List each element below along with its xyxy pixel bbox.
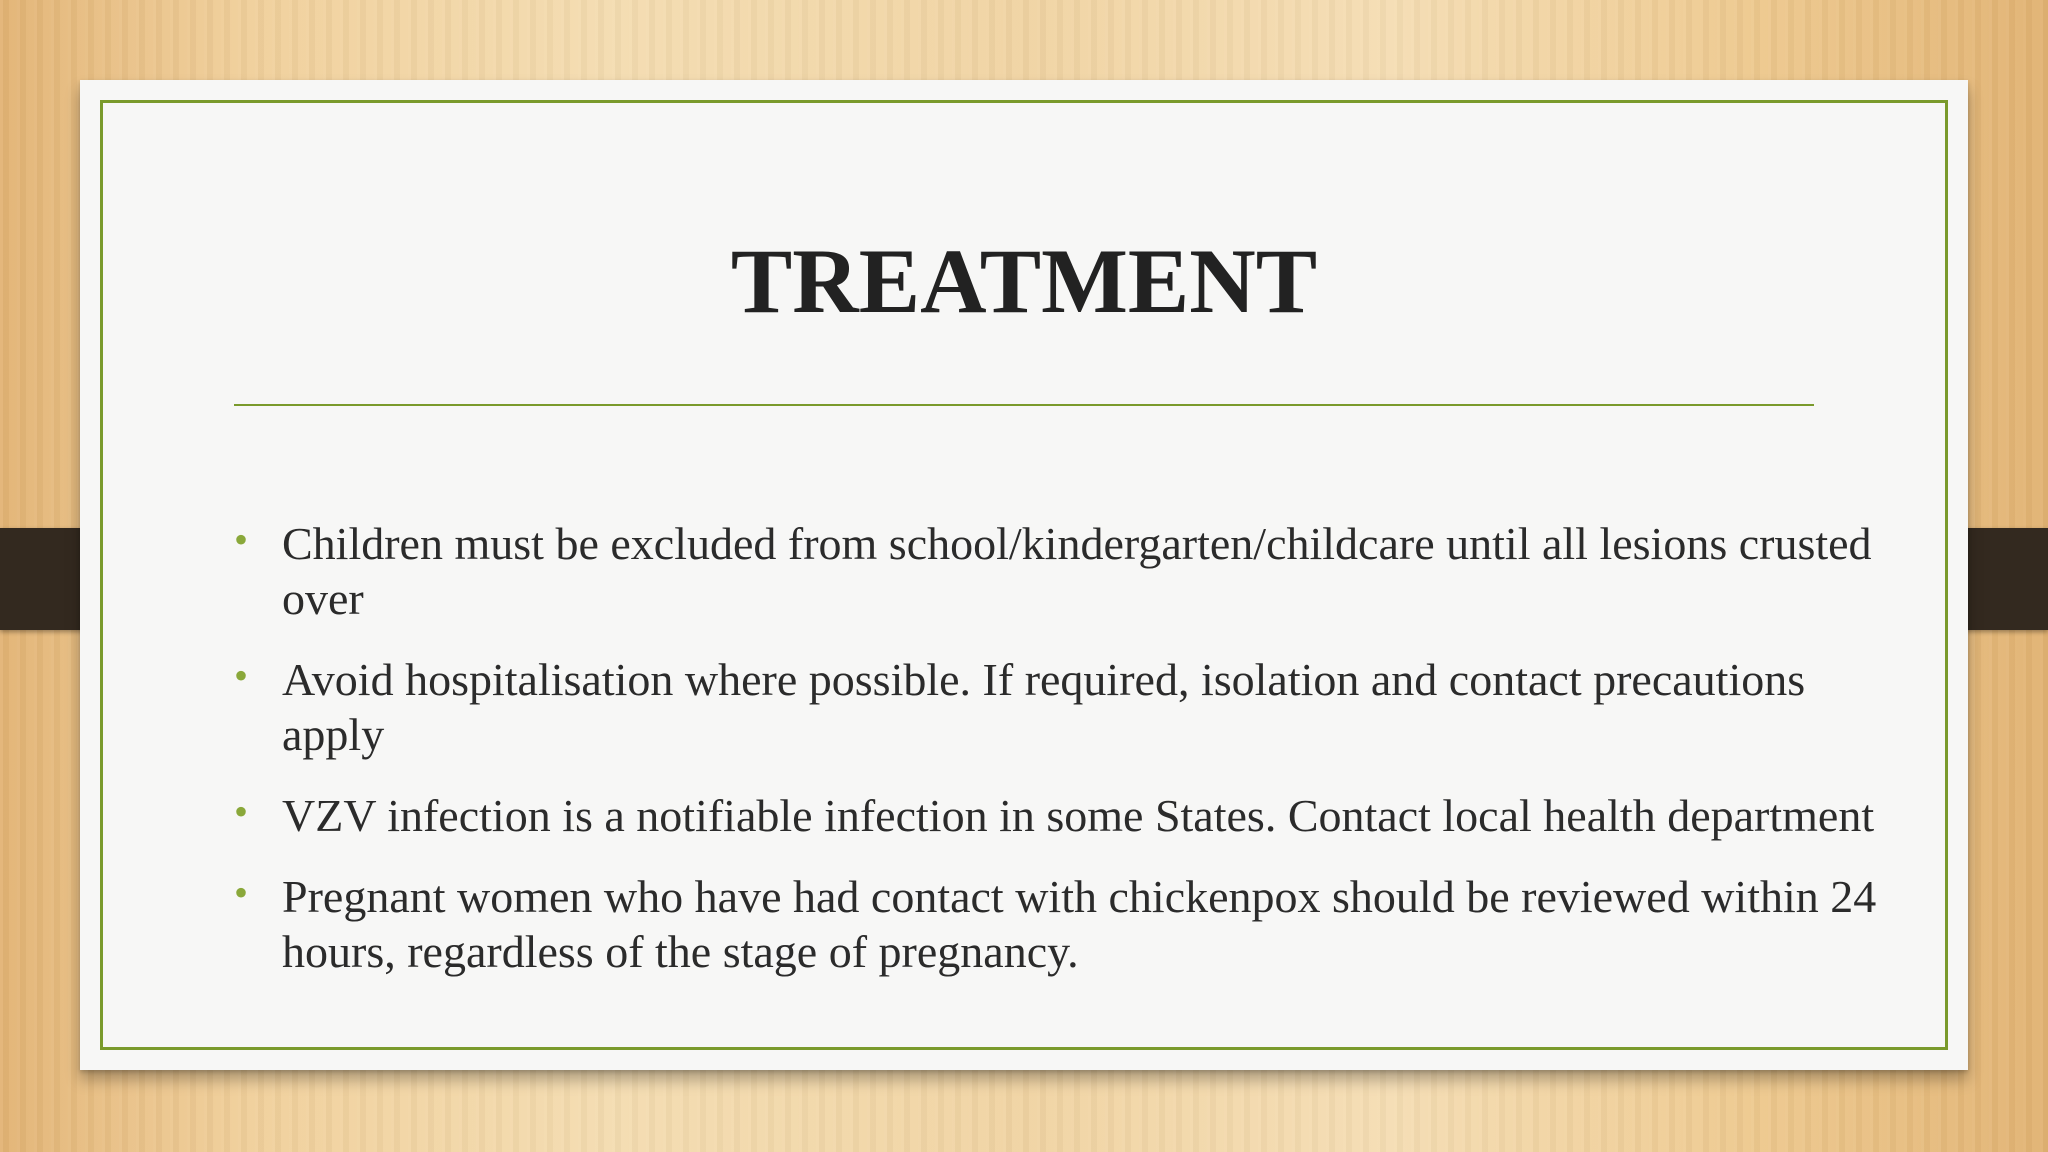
bullet-item [234,869,1894,979]
bullet-text: VZV infection is a notifiable infection in some States. Contact local health department [282,790,1875,841]
bullet-list [234,516,1894,1005]
bullet-icon: • [234,517,249,562]
bullet-item [234,788,1894,843]
bullet-item [234,516,1894,626]
slide-card [80,80,1968,1070]
slide-title: TREATMENT [730,230,1318,332]
bullet-icon: • [234,653,249,698]
title-divider [234,404,1814,406]
bullet-text: Avoid hospitalisation where possible. If required, isolation and contact precautions apply [282,654,1806,760]
bullet-item [234,652,1894,762]
bullet-text: Pregnant women who have had contact with chickenpox should be reviewed within 24 hours, regardless of the stage of pregnancy. [282,871,1877,977]
bullet-text: Children must be excluded from school/kindergarten/childcare until all lesions crusted over [282,518,1872,624]
bullet-icon: • [234,789,249,834]
bullet-icon: • [234,870,249,915]
